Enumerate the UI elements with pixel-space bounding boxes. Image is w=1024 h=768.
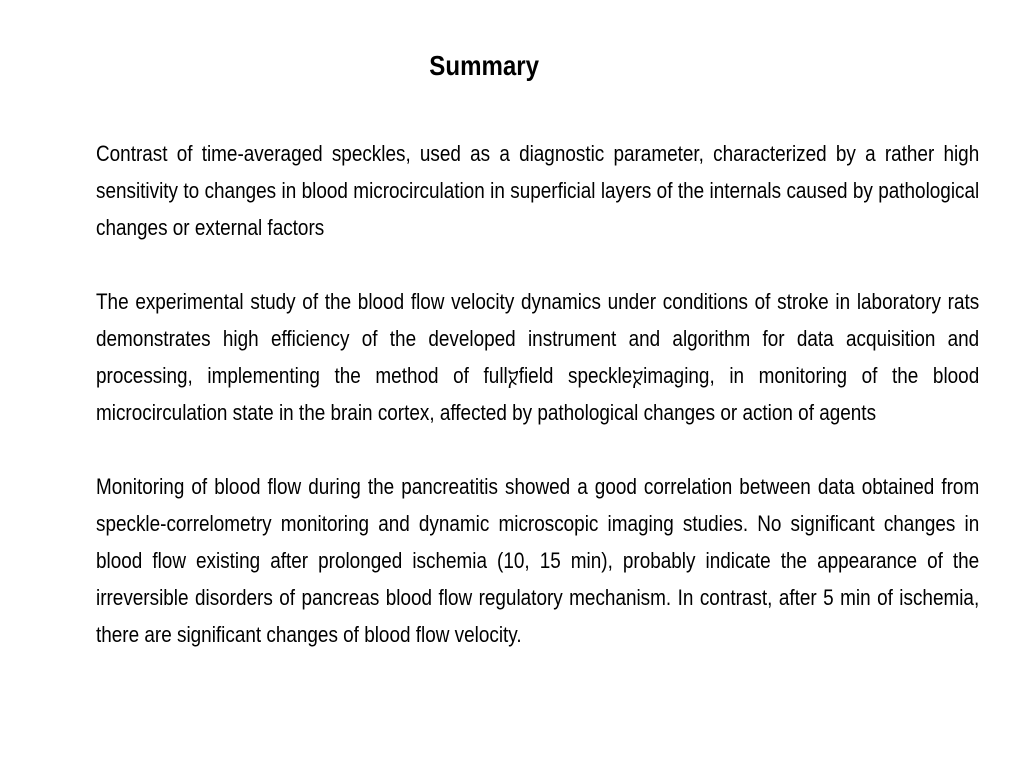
summary-paragraph-1: Contrast of time-averaged speckles, used as a diagnostic parameter, characterized by a rather high sensitivity to changes in blood microcirculation in superficial layers of the internals caused by pathological changes or external factors: [96, 141, 980, 240]
summary-paragraph-2: The experimental study of the blood flow velocity dynamics under conditions of stroke in laboratory rats demonstrates high efficiency of the developed instrument and algorithm for data acquisition and processing, implementing the method of fullⴟfield speckleⴟimaging, in monitoring of the blood microcirculation state in the brain cortex, affected by pathological changes or action of agents: [96, 289, 980, 425]
slide-title: Summary: [429, 50, 540, 81]
summary-paragraph-3: Monitoring of blood flow during the pancreatitis showed a good correlation between data obtained from speckle-correlometry monitoring and dynamic microscopic imaging studies. No significant changes in blood flow existing after prolonged ischemia (10, 15 min), probably indicate the appearance of the irreversible disorders of pancreas blood flow regulatory mechanism. In contrast, after 5 min of ischemia, there are significant changes of blood flow velocity.: [96, 474, 980, 647]
summary-body: [96, 135, 979, 653]
